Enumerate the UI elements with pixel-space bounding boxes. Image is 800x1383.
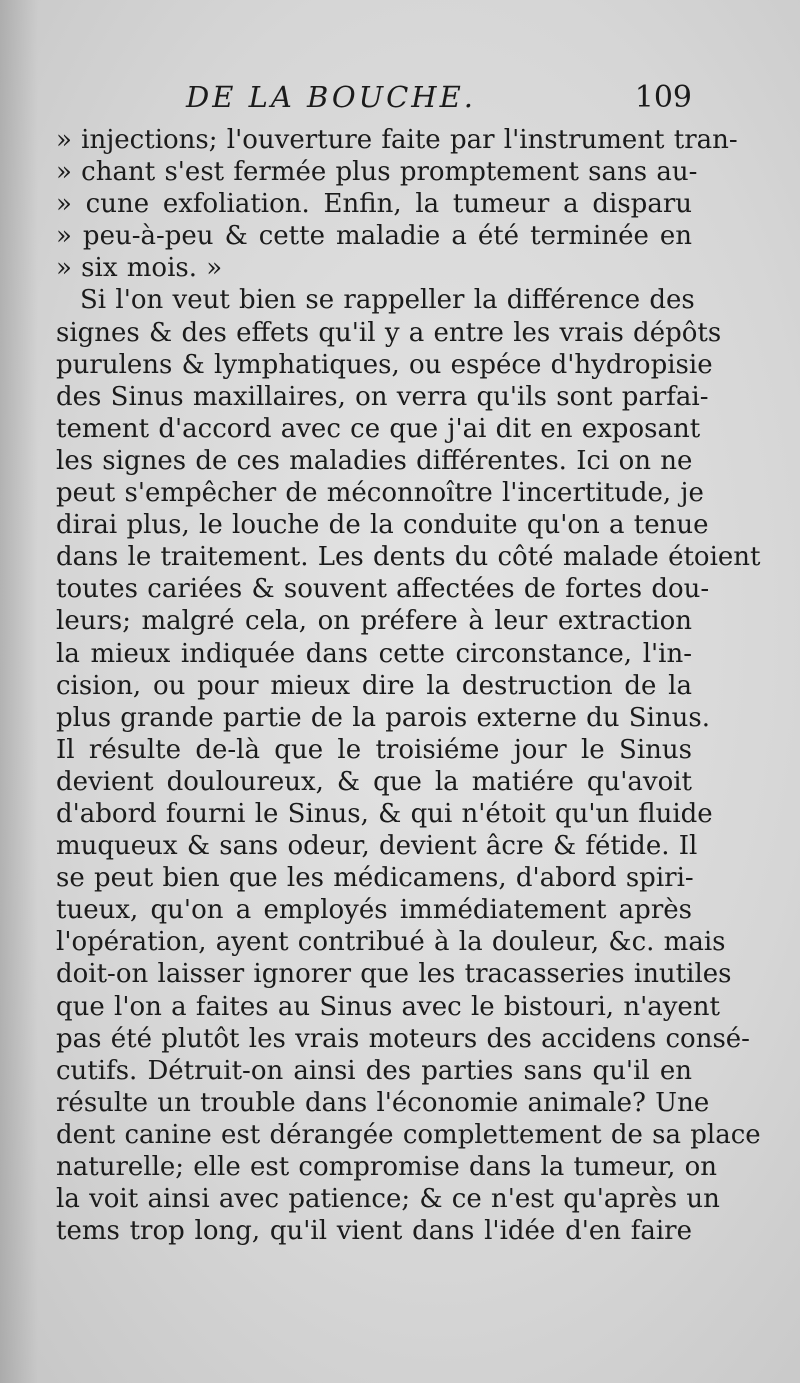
text-line: pas été plutôt les vrais moteurs des accidens consé-: [56, 1023, 750, 1054]
text-line: » peu-à-peu & cette maladie a été terminée en: [56, 221, 692, 252]
text-line: » six mois. »: [56, 253, 223, 284]
text-line: d'abord fourni le Sinus, & qui n'étoit qu'un fluide: [56, 798, 713, 829]
text-line: Il résulte de-là que le troisiéme jour le Sinus: [56, 734, 692, 765]
text-line: peut s'empêcher de méconnoître l'incertitude, je: [56, 478, 704, 509]
text-line: devient douloureux, & que la matiére qu'avoit: [56, 766, 692, 797]
text-line: » injections; l'ouverture faite par l'instrument tran-: [56, 125, 738, 155]
text-line: » cune exfoliation. Enfin, la tumeur a disparu: [56, 189, 692, 220]
running-title: DE LA BOUCHE.: [186, 80, 476, 114]
text-line: se peut bien que les médicamens, d'abord spiri-: [56, 863, 694, 894]
text-line: tement d'accord avec ce que j'ai dit en exposant: [56, 413, 701, 444]
text-line: l'opération, ayent contribué à la douleur, &c. mais: [56, 927, 726, 958]
text-line: toutes cariées & souvent affectées de fortes dou-: [56, 574, 710, 605]
text-line: Si l'on veut bien se rappeller la différence des: [80, 285, 695, 316]
text-line: tueux, qu'on a employés immédiatement après: [56, 895, 692, 926]
body-text: [56, 124, 761, 1247]
text-line: des Sinus maxillaires, on verra qu'ils sont parfai-: [56, 381, 709, 412]
text-line: résulte un trouble dans l'économie animale? Une: [56, 1087, 710, 1118]
running-head: [56, 80, 692, 120]
text-line: muqueux & sans odeur, devient âcre & fétide. Il: [56, 831, 698, 862]
text-line: les signes de ces maladies différentes. Ici on ne: [56, 445, 693, 476]
text-line: tems trop long, qu'il vient dans l'idée d'en faire: [56, 1216, 692, 1247]
text-line: la mieux indiquée dans cette circonstance, l'in-: [56, 638, 692, 669]
text-line: la voit ainsi avec patience; & ce n'est qu'après un: [56, 1184, 720, 1215]
text-line: purulens & lymphatiques, ou espéce d'hydropisie: [56, 349, 713, 380]
text-line: signes & des effets qu'il y a entre les vrais dépôts: [56, 317, 722, 348]
text-line: leurs; malgré cela, on préfere à leur extraction: [56, 606, 692, 637]
page-number: 109: [634, 80, 692, 115]
text-line: que l'on a faites au Sinus avec le bistouri, n'ayent: [56, 991, 721, 1022]
text-line: doit-on laisser ignorer que les tracasseries inutiles: [56, 959, 732, 990]
text-line: naturelle; elle est compromise dans la tumeur, on: [56, 1152, 718, 1182]
text-line: dans le traitement. Les dents du côté malade étoient: [56, 542, 761, 573]
text-line: cision, ou pour mieux dire la destruction de la: [56, 670, 692, 701]
text-line: plus grande partie de la parois externe du Sinus.: [56, 702, 711, 733]
text-line: cutifs. Détruit-on ainsi des parties sans qu'il en: [56, 1055, 692, 1086]
binding-shadow: [0, 0, 38, 1383]
text-line: dent canine est dérangée complettement de sa place: [56, 1119, 761, 1150]
text-line: dirai plus, le louche de la conduite qu'on a tenue: [56, 510, 709, 541]
text-line: » chant s'est fermée plus promptement sans au-: [56, 157, 698, 188]
